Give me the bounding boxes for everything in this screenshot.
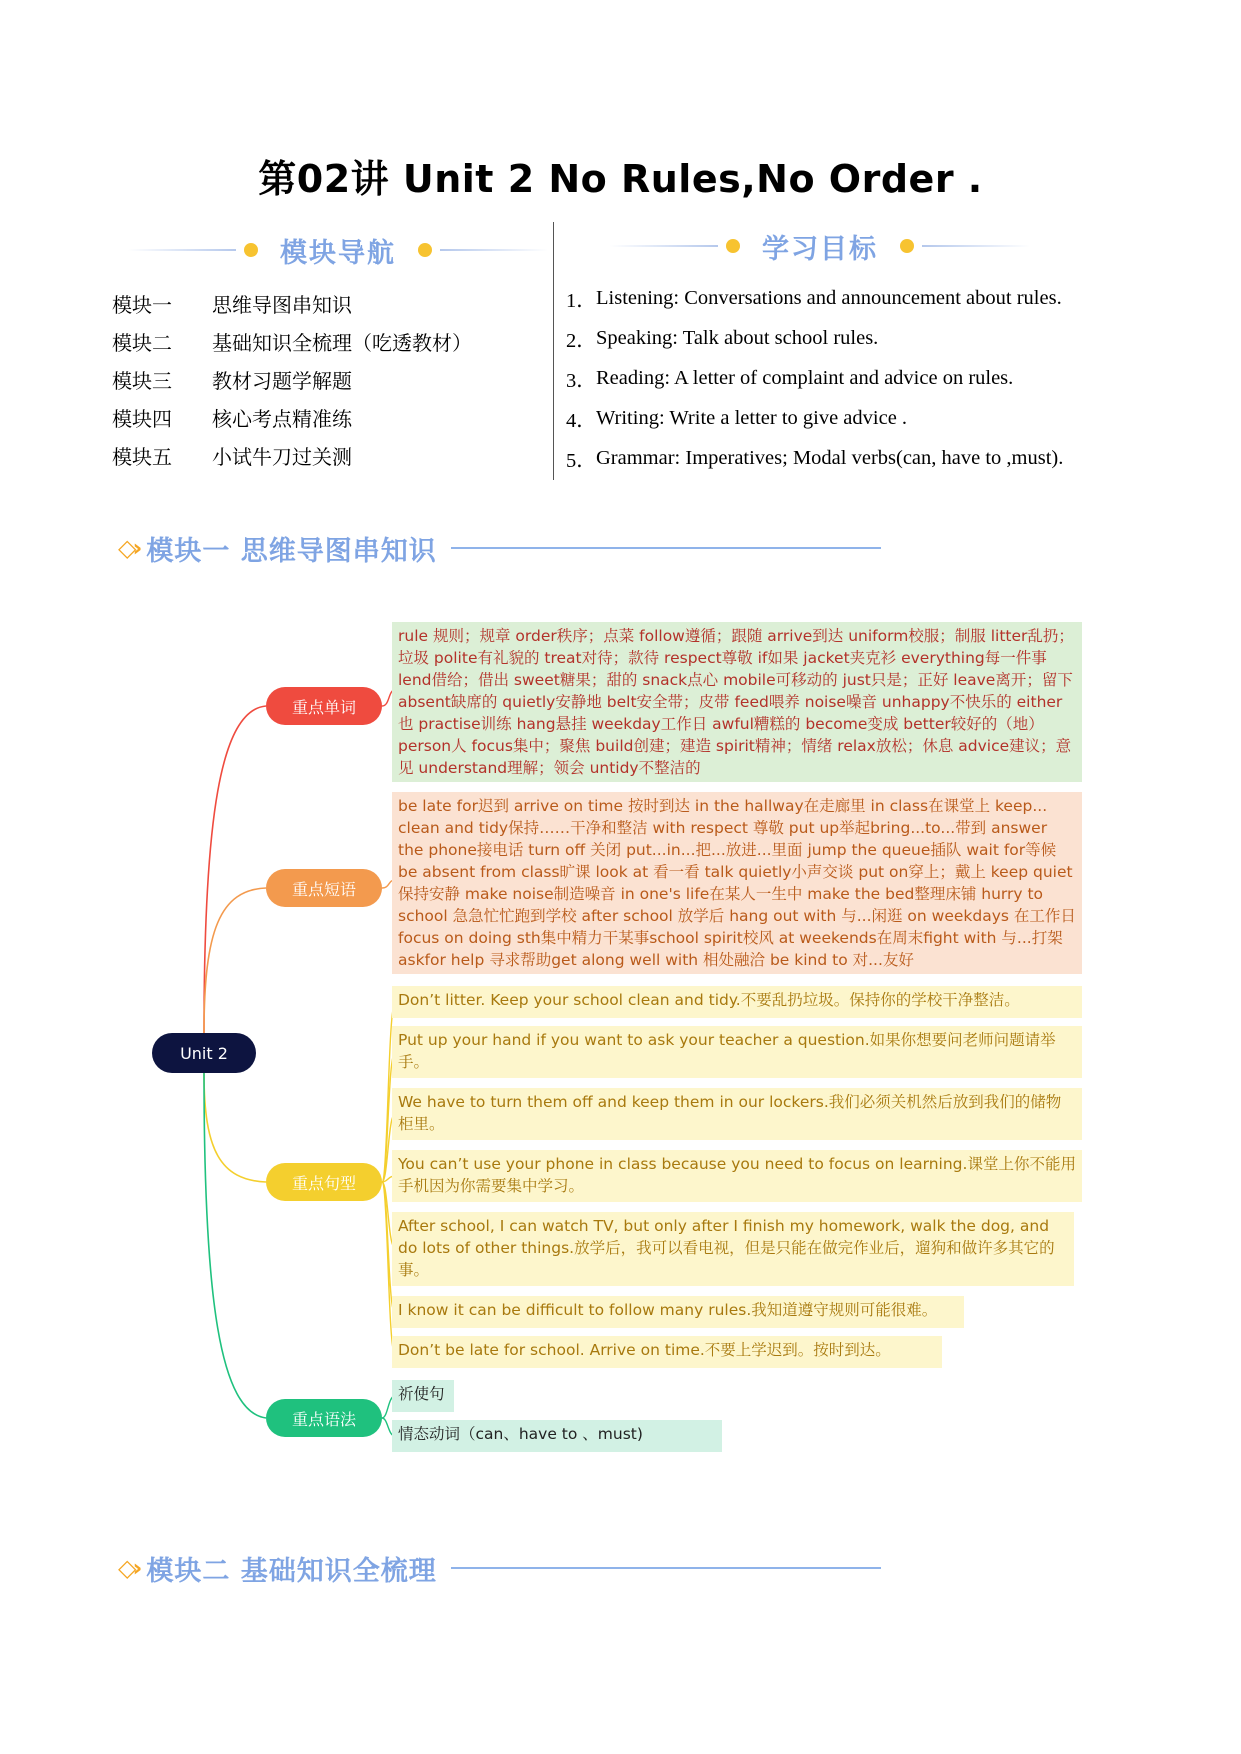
goal-text: Reading: A letter of complaint and advice on rules. bbox=[596, 366, 1014, 389]
goal-text: Writing: Write a letter to give advice . bbox=[596, 406, 908, 429]
module1-title: 模块一 思维导图串知识 bbox=[146, 535, 437, 567]
sentence-item: You can’t use your phone in class because you need to focus on learning.课堂上你不能用手机因为你需要集中学习。 bbox=[392, 1150, 1082, 1202]
nav-item-value: 教材习题学解题 bbox=[212, 368, 352, 393]
goal-number: 5． bbox=[566, 450, 597, 472]
nav-item-value: 思维导图串知识 bbox=[212, 292, 352, 317]
goal-number: 3． bbox=[566, 370, 597, 392]
module2-heading bbox=[118, 1548, 881, 1588]
goal-text: Listening: Conversations and announcement about rules. bbox=[596, 286, 1062, 309]
double-chevron-icon: ◇› bbox=[118, 1554, 139, 1582]
nav-item-value: 基础知识全梳理（吃透教材） bbox=[212, 330, 472, 355]
nav-item-value: 小试牛刀过关测 bbox=[212, 444, 352, 469]
goal-text: Speaking: Talk about school rules. bbox=[596, 326, 879, 349]
nav-item-key: 模块五 bbox=[112, 444, 172, 469]
key-phrases-box: be late for迟到 arrive on time 按时到达 in the hallway在走廊里 in class在课堂上 keep... clean and tidy保持……干净和整洁 with respect 尊敬 put up举起bring...to...带到 answer the phone接电话 turn off 关闭 put...in...把...放进...里面 jump the queue插队 wait for等候 be absent from class旷课 look at 看一看 talk quietly小声交谈 put on穿上；戴上 keep quiet保持安静 make noise制造噪音 in one's life在某人一生中 make the bed整理床铺 hurry to school 急急忙忙跑到学校 after school 放学后 hang out with 与...闲逛 on weekdays 在工作日focus on doing sth集中精力干某事school spirit校风 at weekends在周末fight with 与...打架 askfor help 寻求帮助get along well with 相处融洽 be kind to 对...友好 bbox=[392, 792, 1082, 974]
branch-key-grammar: 重点语法 bbox=[266, 1399, 382, 1437]
sentence-item: Don’t litter. Keep your school clean and tidy.不要乱扔垃圾。保持你的学校干净整洁。 bbox=[392, 986, 1082, 1018]
module2-title: 模块二 基础知识全梳理 bbox=[146, 1555, 437, 1587]
branch-key-phrases: 重点短语 bbox=[266, 869, 382, 907]
goal-number: 4． bbox=[566, 410, 597, 432]
sentence-item: I know it can be difficult to follow many rules.我知道遵守规则可能很难。 bbox=[392, 1296, 964, 1328]
goal-number: 1． bbox=[566, 290, 597, 312]
sentence-item: After school, I can watch TV, but only after I finish my homework, walk the dog, and do lots of other things.放学后，我可以看电视，但是只能在做完作业后，遛狗和做许多其它的事。 bbox=[392, 1212, 1074, 1286]
goal-number: 2． bbox=[566, 330, 597, 352]
heading-rule bbox=[451, 1567, 881, 1569]
module-nav-heading: 模块导航 bbox=[280, 237, 396, 269]
page-title: 第02讲 Unit 2 No Rules,No Order . bbox=[258, 157, 983, 201]
double-chevron-icon: ◇› bbox=[118, 534, 139, 562]
nav-item-value: 核心考点精准练 bbox=[212, 406, 352, 431]
goal-text: Grammar: Imperatives; Modal verbs(can, have to ,must). bbox=[596, 446, 1064, 469]
nav-item-key: 模块一 bbox=[112, 292, 172, 317]
nav-item-key: 模块三 bbox=[112, 368, 172, 393]
sentence-item: Don’t be late for school. Arrive on time.不要上学迟到。按时到达。 bbox=[392, 1336, 942, 1368]
mindmap-root: Unit 2 bbox=[152, 1033, 256, 1073]
nav-item-key: 模块四 bbox=[112, 406, 172, 431]
nav-item-key: 模块二 bbox=[112, 330, 172, 355]
key-words-box: rule 规则；规章 order秩序；点菜 follow遵循；跟随 arrive到达 uniform校服；制服 litter乱扔；垃圾 polite有礼貌的 treat对待；款待 respect尊敬 if如果 jacket夹克衫 everything每一件事 lend借给；借出 sweet糖果；甜的 snack点心 mobile可移动的 just只是；正好 leave离开；留下 absent缺席的 quietly安静地 belt安全带；皮带 feed喂养 noise噪音 unhappy不快乐的 either也 practise训练 hang悬挂 weekday工作日 awful糟糕的 become变成 better较好的（地）person人 focus集中；聚焦 build创建；建造 spirit精神；情绪 relax放松；休息 advice建议；意见 understand理解；领会 untidy不整洁的 bbox=[392, 622, 1082, 782]
branch-key-sentences: 重点句型 bbox=[266, 1163, 382, 1201]
branch-key-words: 重点单词 bbox=[266, 687, 382, 725]
grammar-item: 情态动词（can、have to 、must) bbox=[392, 1420, 722, 1452]
learning-goals-heading: 学习目标 bbox=[762, 233, 878, 265]
sentence-item: We have to turn them off and keep them in our lockers.我们必须关机然后放到我们的储物柜里。 bbox=[392, 1088, 1082, 1140]
sentence-item: Put up your hand if you want to ask your teacher a question.如果你想要问老师问题请举手。 bbox=[392, 1026, 1082, 1078]
grammar-item: 祈使句 bbox=[392, 1380, 454, 1412]
